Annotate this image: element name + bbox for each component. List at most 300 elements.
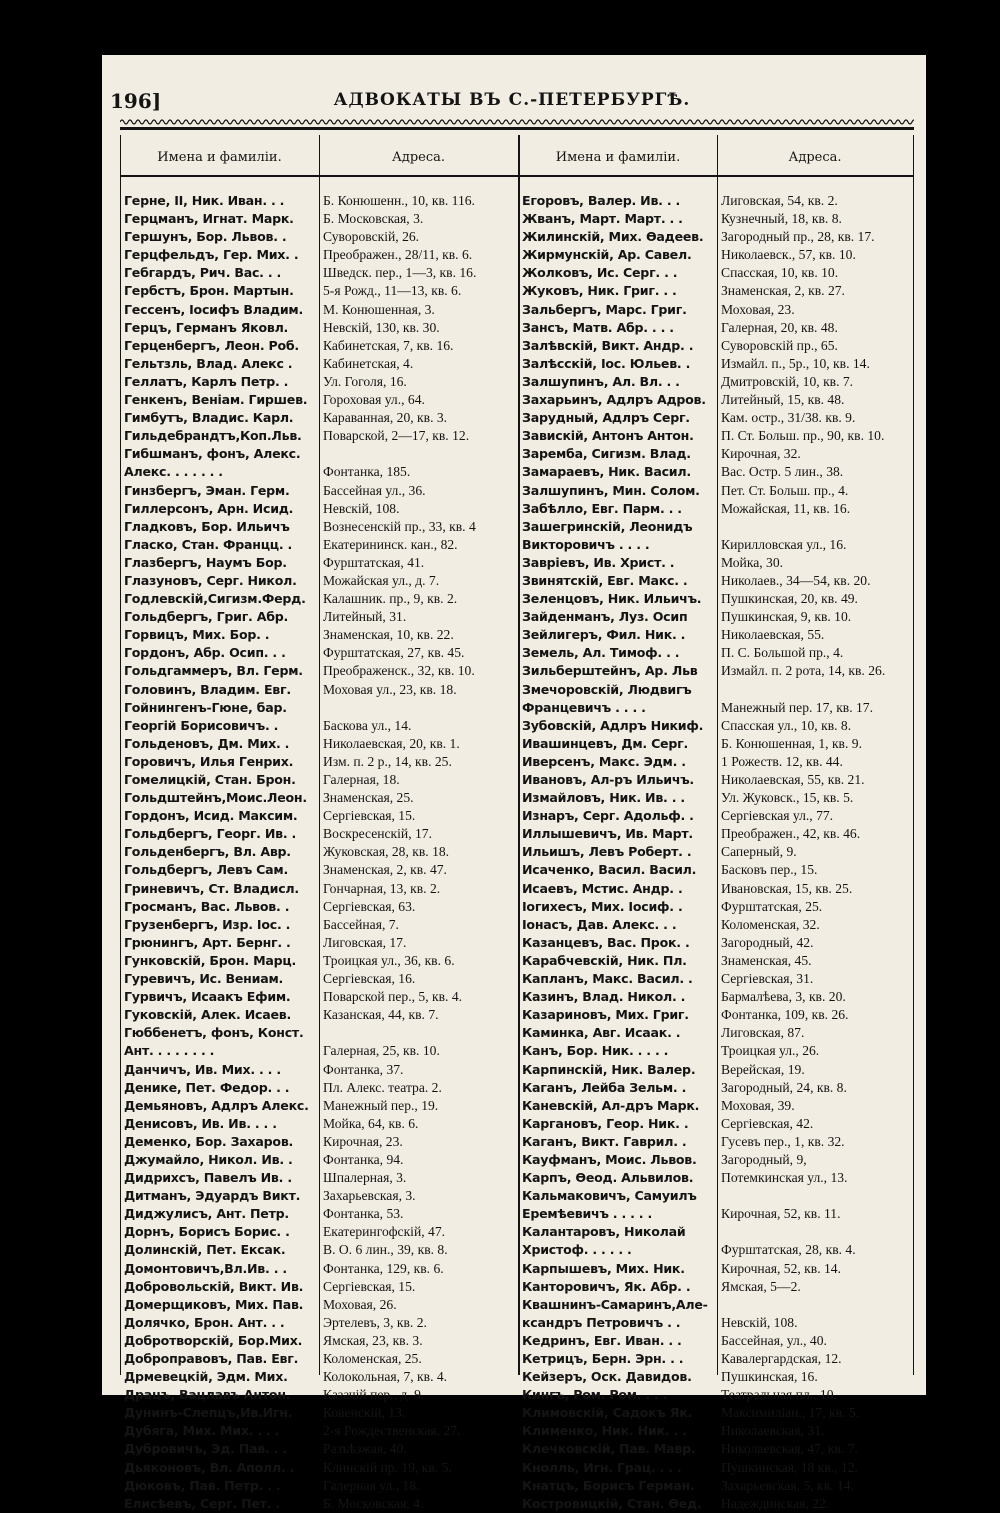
attorney-address: Мойка, 30. bbox=[721, 554, 784, 570]
attorney-address: Моховая, 23. bbox=[721, 301, 795, 317]
attorney-address: Гончарная, 13, кв. 2. bbox=[323, 880, 441, 896]
attorney-name: Казариновъ, Мих. Григ. bbox=[522, 1007, 689, 1023]
attorney-name: Дубяга, Мих. Мих. . . . bbox=[124, 1423, 280, 1439]
attorney-address: Ямская, 5—2. bbox=[721, 1278, 801, 1294]
attorney-address: Сергіевская, 31. bbox=[721, 971, 814, 987]
attorney-address: Колокольная, 7, кв. 4. bbox=[323, 1369, 448, 1385]
attorney-name: Дунинъ-Слепцъ,Ив.Игн. bbox=[124, 1405, 293, 1421]
attorney-address: Б. Московская, 4. bbox=[323, 1495, 424, 1511]
attorney-name: Жирмунскій, Ар. Савел. bbox=[522, 247, 692, 263]
attorney-address: Екатерингофскій, 47. bbox=[323, 1224, 446, 1240]
attorney-name: Еремѣевичъ . . . . . bbox=[522, 1206, 653, 1222]
attorney-address: Фурштатская, 27, кв. 45. bbox=[323, 645, 465, 661]
attorney-name: Егоровъ, Валер. Ив. . . bbox=[522, 193, 681, 208]
attorney-address: Кабинетская, 7, кв. 16. bbox=[323, 337, 454, 353]
attorney-address: Невскій, 108. bbox=[721, 1314, 798, 1330]
attorney-address: Калашник. пр., 9, кв. 2. bbox=[323, 591, 458, 607]
attorney-name: Зейлигеръ, Фил. Ник. . bbox=[522, 627, 686, 643]
attorney-address: Лиговская, 17. bbox=[323, 934, 407, 950]
attorney-name: Головинъ, Владим. Евг. bbox=[124, 681, 291, 697]
right-addresses-column bbox=[721, 192, 912, 1513]
attorney-address: Суворовскій, 26. bbox=[323, 229, 420, 245]
attorney-address: Лиговская, 54, кв. 2. bbox=[721, 193, 838, 208]
column-divider bbox=[717, 135, 718, 1375]
attorney-name: Джумайло, Никол. Ив. . bbox=[124, 1151, 293, 1167]
attorney-address: Воскресенскій, 17. bbox=[323, 826, 432, 842]
attorney-address: Троицкая ул., 36, кв. 6. bbox=[323, 952, 455, 968]
attorney-address: В. О. 6 лин., 39, кв. 8. bbox=[323, 1242, 448, 1258]
attorney-name: Залѣсскій, Іос. Юльев. . bbox=[522, 355, 691, 371]
attorney-name: Канторовичъ, Як. Абр. . bbox=[522, 1278, 691, 1294]
attorney-address: Баскова ул., 14. bbox=[323, 717, 412, 733]
attorney-name: Викторовичъ . . . . bbox=[522, 536, 650, 552]
attorney-address: Шведск. пер., 1—3, кв. 16. bbox=[323, 265, 477, 281]
attorney-address bbox=[323, 699, 517, 717]
attorney-name: Карабчевскій, Ник. Пл. bbox=[522, 952, 687, 968]
attorney-address: Максимиліан., 17, кв. 5. bbox=[721, 1405, 860, 1421]
attorney-address: Пет. Ст. Больш. пр., 4. bbox=[721, 482, 849, 498]
attorney-name: Гольдгаммеръ, Вл. Герм. bbox=[124, 663, 303, 679]
attorney-address: Поварской, 2—17, кв. 12. bbox=[323, 428, 470, 444]
attorney-name: Гербстъ, Брон. Мартын. bbox=[124, 283, 294, 299]
attorney-name: Карпышевъ, Мих. Ник. bbox=[522, 1260, 685, 1276]
attorney-address: Сергіевская, 63. bbox=[323, 898, 416, 914]
page-title: АДВОКАТЫ ВЪ С.-ПЕТЕРБУРГѢ. bbox=[333, 90, 691, 110]
attorney-address: Ковенскій, 13. bbox=[323, 1405, 406, 1421]
attorney-address: Галерная, 25, кв. 10. bbox=[323, 1043, 440, 1059]
attorney-address: Моховая, 39. bbox=[721, 1097, 795, 1113]
attorney-address: Фонтанка, 94. bbox=[323, 1151, 404, 1167]
attorney-address: Спасская ул., 10, кв. 8. bbox=[721, 717, 852, 733]
attorney-address: Фонтанка, 109, кв. 26. bbox=[721, 1007, 849, 1023]
attorney-name: Кетрицъ, Берн. Эрн. . . bbox=[522, 1351, 684, 1366]
attorney-address: 1 Рожеств. 12, кв. 44. bbox=[721, 753, 843, 769]
attorney-name: Домерщиковъ, Мих. Пав. bbox=[124, 1296, 304, 1312]
attorney-name: Гольденовъ, Дм. Мих. . bbox=[124, 735, 290, 751]
attorney-name: Каргановъ, Геор. Ник. . bbox=[522, 1115, 689, 1131]
attorney-address: Разъѣзжая, 40. bbox=[323, 1441, 407, 1457]
attorney-address: Фонтанка, 129, кв. 6. bbox=[323, 1260, 444, 1276]
attorney-address: Басковъ пер., 15. bbox=[721, 862, 818, 878]
attorney-address: Потемкинская ул., 13. bbox=[721, 1170, 848, 1186]
attorney-name: Кнатцъ, Борисъ Герман. bbox=[522, 1477, 695, 1493]
attorney-name: Измайловъ, Ник. Ив. . . bbox=[522, 790, 685, 806]
right-names-column bbox=[522, 192, 716, 1513]
attorney-name: Зильберштейнъ, Ар. Льв bbox=[522, 663, 698, 679]
attorney-address: Театральная пл., 10. bbox=[721, 1387, 837, 1403]
attorney-address: Сергіевская ул., 77. bbox=[721, 808, 834, 824]
attorney-address: Кирочная, 52, кв. 14. bbox=[721, 1260, 841, 1276]
directory-page bbox=[102, 55, 926, 1511]
attorney-address bbox=[721, 1223, 912, 1241]
attorney-name: Гибшманъ, фонъ, Алекс. bbox=[124, 446, 301, 462]
attorney-address bbox=[323, 445, 517, 463]
attorney-name: Денисовъ, Ив. Ив. . . . bbox=[124, 1115, 277, 1131]
attorney-address: Поварской пер., 5, кв. 4. bbox=[323, 989, 463, 1005]
attorney-name: Звинятскій, Евг. Макс. . bbox=[522, 572, 688, 588]
attorney-address: Моховая ул., 23, кв. 18. bbox=[323, 681, 457, 697]
attorney-address: Пл. Алекс. театра. 2. bbox=[323, 1079, 442, 1095]
attorney-name: Дрмевецкій, Эдм. Мих. bbox=[124, 1369, 288, 1385]
attorney-address: Знаменская, 45. bbox=[721, 952, 812, 968]
attorney-name: Иверсенъ, Макс. Эдм. . bbox=[522, 753, 686, 769]
attorney-address: Фонтанка, 37. bbox=[323, 1061, 404, 1077]
attorney-address: Фурштатская, 28, кв. 4. bbox=[721, 1242, 856, 1258]
attorney-address: Надеждинская, 22. bbox=[721, 1495, 830, 1511]
attorney-name: Ант. . . . . . . . bbox=[124, 1043, 215, 1059]
attorney-address: Б. Московская, 3. bbox=[323, 211, 424, 227]
attorney-name: Жилинскій, Мих. Ѳадеев. bbox=[522, 229, 704, 245]
attorney-name: Зарудный, Адлръ Серг. bbox=[522, 410, 690, 426]
attorney-address: Екатерининск. кан., 82. bbox=[323, 536, 458, 552]
attorney-name: Грюнингъ, Арт. Бернг. . bbox=[124, 934, 291, 950]
attorney-name: Диджулисъ, Ант. Петр. bbox=[124, 1206, 289, 1222]
attorney-name: Карпъ, Ѳеод. Альвилов. bbox=[522, 1170, 694, 1186]
attorney-name: Гебгардъ, Рич. Вас. . . bbox=[124, 265, 282, 281]
attorney-name: Ивановъ, Ал-ръ Ильичъ. bbox=[522, 772, 694, 787]
attorney-address: Бассейная, ул., 40. bbox=[721, 1332, 827, 1348]
attorney-name: Клечковскій, Пав. Мавр. bbox=[522, 1441, 696, 1457]
attorney-name: Герценбергъ, Леон. Роб. bbox=[124, 337, 299, 353]
attorney-address: Кавалергардская, 12. bbox=[721, 1351, 842, 1366]
attorney-address: Пушкинская, 20, кв. 49. bbox=[721, 591, 858, 607]
attorney-name: Завріевъ, Ив. Христ. . bbox=[522, 554, 675, 570]
attorney-address bbox=[721, 1187, 912, 1205]
attorney-address: Коломенская, 25. bbox=[323, 1351, 422, 1366]
attorney-address: Караванная, 20, кв. 3. bbox=[323, 410, 448, 426]
attorney-address: Загородный, 42. bbox=[721, 934, 814, 950]
attorney-name: Каневскій, Ал-дръ Марк. bbox=[522, 1097, 700, 1113]
attorney-address: Загородный, 24, кв. 8. bbox=[721, 1079, 847, 1095]
attorney-name: Карпинскій, Ник. Валер. bbox=[522, 1061, 696, 1077]
attorney-name: Клименко, Ник. Ник. . . bbox=[522, 1423, 687, 1439]
attorney-name: Гольденбергъ, Вл. Авр. bbox=[124, 844, 291, 860]
attorney-name: Гомелицкій, Стан. Брон. bbox=[124, 772, 296, 787]
attorney-address: Клинскій пр. 19, кв. 5. bbox=[323, 1459, 452, 1475]
attorney-name: Зальбергъ, Марс. Григ. bbox=[522, 301, 687, 317]
attorney-address: Моховая, 26. bbox=[323, 1296, 397, 1312]
attorney-name: Гольдбергъ, Левъ Сам. bbox=[124, 862, 288, 878]
attorney-name: Завискій, Антонъ Антон. bbox=[522, 428, 694, 444]
attorney-name: Добротворскій, Бор.Мих. bbox=[124, 1332, 303, 1348]
attorney-address: Мойка, 64, кв. 6. bbox=[323, 1115, 419, 1131]
column-divider bbox=[518, 135, 520, 1375]
attorney-address: Преображенск., 32, кв. 10. bbox=[323, 663, 475, 679]
attorney-address: Загородный, 9, bbox=[721, 1151, 807, 1167]
attorney-name: Исаевъ, Мстис. Андр. . bbox=[522, 880, 683, 896]
attorney-name: Денике, Пет. Федор. . . bbox=[124, 1079, 290, 1095]
attorney-address: Измайл. п., 5р., 10, кв. 14. bbox=[721, 355, 870, 371]
attorney-address: Троицкая ул., 26. bbox=[721, 1043, 820, 1059]
attorney-name: Доброправовъ, Пав. Евг. bbox=[124, 1351, 299, 1366]
attorney-name: Гольдштейнъ,Моис.Леон. bbox=[124, 790, 307, 806]
attorney-name: Зансъ, Матв. Абр. . . . bbox=[522, 319, 674, 335]
attorney-address: Преображен., 42, кв. 46. bbox=[721, 826, 861, 842]
attorney-address: Знаменская, 10, кв. 22. bbox=[323, 627, 454, 643]
attorney-name: Гюббенетъ, фонъ, Конст. bbox=[124, 1025, 304, 1041]
attorney-name: Герцъ, Германъ Яковл. bbox=[124, 319, 289, 335]
attorney-name: Гласко, Стан. Францц. . bbox=[124, 536, 293, 552]
attorney-name: Климовскій, Садокъ Як. bbox=[522, 1405, 693, 1421]
attorney-address: Сергіевская, 16. bbox=[323, 971, 416, 987]
attorney-name: Иллышевичъ, Ив. Март. bbox=[522, 826, 693, 842]
attorney-name: Каганъ, Викт. Гаврил. . bbox=[522, 1133, 687, 1149]
attorney-address: Захарьевская, 3. bbox=[323, 1188, 416, 1204]
attorney-address: Вас. Остр. 5 лин., 38. bbox=[721, 464, 844, 480]
attorney-name: Дубровичъ, Эд. Пав. . . bbox=[124, 1441, 287, 1457]
attorney-name: Исаченко, Васил. Васил. bbox=[522, 862, 697, 878]
attorney-address: Пушкинская, 9, кв. 10. bbox=[721, 609, 852, 625]
attorney-name: Домонтовичъ,Вл.Ив. . . bbox=[124, 1260, 287, 1276]
attorney-name: Елисѣевъ, Серг. Пет. . bbox=[124, 1495, 280, 1511]
attorney-address: Казанская, 44, кв. 7. bbox=[323, 1007, 439, 1023]
column-divider bbox=[120, 135, 121, 1375]
attorney-name: Герне, II, Ник. Иван. . . bbox=[124, 193, 285, 208]
attorney-address: Николаевская, 31. bbox=[721, 1423, 825, 1439]
attorney-address: 5-я Рожд., 11—13, кв. 6. bbox=[323, 283, 462, 299]
attorney-name: Гессенъ, Іосифъ Владим. bbox=[124, 301, 303, 317]
attorney-address bbox=[721, 518, 912, 536]
attorney-name: Деменко, Бор. Захаров. bbox=[124, 1133, 294, 1149]
attorney-address: Ямская, 23, кв. 3. bbox=[323, 1332, 423, 1348]
attorney-address: Кирочная, 23. bbox=[323, 1133, 403, 1149]
attorney-address: Бармалѣева, 3, кв. 20. bbox=[721, 989, 846, 1005]
attorney-name: Квашнинъ-Самаринъ,Але- bbox=[522, 1296, 708, 1312]
attorney-name: Христоф. . . . . . bbox=[522, 1242, 632, 1258]
attorney-address: Дмитровскій, 10, кв. 7. bbox=[721, 373, 854, 389]
attorney-name: Георгій Борисовичъ. . bbox=[124, 717, 279, 733]
attorney-address: Спасская, 10, кв. 10. bbox=[721, 265, 839, 281]
attorney-address: Гороховая ул., 64. bbox=[323, 392, 425, 408]
addresses-column-header: Адреса. bbox=[788, 150, 842, 165]
attorney-address: Пушкинская, 18 кв., 12. bbox=[721, 1459, 858, 1475]
attorney-name: Кальмаковичъ, Самуилъ bbox=[522, 1188, 697, 1204]
attorney-name: Костровицкій, Стан. Ѳед. bbox=[522, 1495, 702, 1511]
attorney-name: Гельтзль, Влад. Алекс . bbox=[124, 355, 293, 371]
attorney-name: Залшупинъ, Мин. Солом. bbox=[522, 482, 700, 498]
attorney-address: Фурштатская, 41. bbox=[323, 554, 425, 570]
attorney-address bbox=[323, 1024, 517, 1042]
attorney-address: Николаев., 34—54, кв. 20. bbox=[721, 572, 871, 588]
attorney-address: Николаевская, 55, кв. 21. bbox=[721, 772, 865, 787]
names-column-header: Имена и фамиліи. bbox=[555, 150, 681, 165]
attorney-address: Саперный, 9. bbox=[721, 844, 797, 860]
attorney-name: Дорнъ, Борисъ Борис. . bbox=[124, 1224, 290, 1240]
attorney-address: Литейный, 15, кв. 48. bbox=[721, 392, 845, 408]
attorney-address: Изм. п. 2 р., 14, кв. 25. bbox=[323, 753, 452, 769]
attorney-address: М. Конюшенная, 3. bbox=[323, 301, 435, 317]
attorney-address: Шпалерная, 3. bbox=[323, 1170, 407, 1186]
attorney-name: Глазуновъ, Серг. Никол. bbox=[124, 572, 297, 588]
attorney-name: Кедринъ, Евг. Иван. . . bbox=[522, 1332, 682, 1348]
attorney-address: Верейская, 19. bbox=[721, 1061, 805, 1077]
attorney-address: Захарьевская, 5, кв. 14. bbox=[721, 1477, 854, 1493]
attorney-name: Горовичъ, Илья Генрих. bbox=[124, 753, 294, 769]
attorney-address: Ивановская, 15, кв. 25. bbox=[721, 880, 853, 896]
attorney-name: Кауфманъ, Моис. Львов. bbox=[522, 1151, 697, 1167]
attorney-name: Заремба, Сигизм. Влад. bbox=[522, 446, 691, 462]
attorney-address: Николаевская, 20, кв. 1. bbox=[323, 735, 460, 751]
attorney-name: Дидрихсъ, Павелъ Ив. . bbox=[124, 1170, 292, 1186]
attorney-address: Николаевская, 47, кв. 7. bbox=[721, 1441, 858, 1457]
attorney-name: Замараевъ, Ник. Васил. bbox=[522, 464, 691, 480]
attorney-name: Геллатъ, Карлъ Петр. . bbox=[124, 373, 289, 389]
attorney-address: Сергіевская, 42. bbox=[721, 1115, 814, 1131]
attorney-name: Казанцевъ, Вас. Прок. . bbox=[522, 934, 690, 950]
attorney-address: Можайская ул., д. 7. bbox=[323, 572, 440, 588]
attorney-address: Загородный пр., 28, кв. 17. bbox=[721, 229, 875, 245]
column-divider bbox=[913, 135, 914, 1375]
attorney-address: Сергіевская, 15. bbox=[323, 1278, 416, 1294]
attorney-name: Дюковъ, Пав. Петр. . . bbox=[124, 1477, 281, 1493]
attorney-name: Гордонъ, Исид. Максим. bbox=[124, 808, 298, 824]
attorney-name: Демьяновъ, Адлръ Алекс. bbox=[124, 1097, 309, 1113]
attorney-address: П. Ст. Больш. пр., 90, кв. 10. bbox=[721, 428, 885, 444]
attorney-name: Гордонъ, Абр. Осип. . . bbox=[124, 645, 286, 661]
attorney-name: Грузенбергъ, Изр. Іос. . bbox=[124, 916, 291, 932]
attorney-address: Кузнечный, 18, кв. 8. bbox=[721, 211, 842, 227]
attorney-address: Казачій пер., д. 9. bbox=[323, 1387, 425, 1403]
attorney-name: Долинскій, Пет. Ексак. bbox=[124, 1242, 286, 1258]
left-addresses-column bbox=[323, 192, 517, 1513]
attorney-name: Горвицъ, Мих. Бор. . bbox=[124, 627, 270, 643]
attorney-name: Жолковъ, Ис. Серг. . . bbox=[522, 265, 678, 281]
attorney-address: Николаевская, 55. bbox=[721, 627, 825, 643]
attorney-name: Гуревичъ, Ис. Вениам. bbox=[124, 971, 284, 987]
attorney-name: Гильдебрандтъ,Коп.Льв. bbox=[124, 428, 302, 444]
attorney-name: Ивашинцевъ, Дм. Серг. bbox=[522, 735, 688, 751]
attorney-address: Знаменская, 2, кв. 27. bbox=[721, 283, 845, 299]
attorney-name: Гимбутъ, Владис. Карл. bbox=[124, 410, 294, 426]
attorney-address: Знаменская, 2, кв. 47. bbox=[323, 862, 447, 878]
attorney-address: Ул. Гоголя, 16. bbox=[323, 373, 407, 389]
names-column-header: Имена и фамиліи. bbox=[157, 150, 282, 165]
attorney-name: Гриневичъ, Ст. Владисл. bbox=[124, 880, 299, 896]
attorney-address: Измайл. п. 2 рота, 14, кв. 26. bbox=[721, 663, 886, 679]
attorney-address: Бассейная ул., 36. bbox=[323, 482, 426, 498]
attorney-name: ксандръ Петровичъ . . bbox=[522, 1314, 681, 1330]
attorney-name: Забѣлло, Евг. Парм. . . bbox=[522, 500, 682, 516]
attorney-name: Годлевскій,Сигизм.Ферд. bbox=[124, 591, 306, 607]
attorney-address: Жуковская, 28, кв. 18. bbox=[323, 844, 450, 860]
attorney-name: Земель, Ал. Тимоф. . . bbox=[522, 645, 680, 661]
attorney-name: Дьяконовъ, Вл. Аполл. . bbox=[124, 1459, 295, 1475]
attorney-address: Галерная ул., 18. bbox=[323, 1477, 420, 1493]
attorney-name: Ильишъ, Левъ Роберт. . bbox=[522, 844, 692, 860]
page-number: 196] bbox=[110, 89, 162, 113]
attorney-address: Бассейная, 7. bbox=[323, 916, 399, 932]
attorney-address: Знаменская, 25. bbox=[323, 790, 414, 806]
attorney-name: Гладковъ, Бор. Ильичъ bbox=[124, 518, 290, 534]
attorney-address: Преображен., 28/11, кв. 6. bbox=[323, 247, 473, 263]
attorney-name: Гунковскій, Брон. Марц. bbox=[124, 952, 296, 968]
attorney-address: 2-я Рождественская, 27. bbox=[323, 1423, 461, 1439]
attorney-name: Капланъ, Макс. Васил. . bbox=[522, 971, 693, 987]
attorney-address: Невскій, 130, кв. 30. bbox=[323, 319, 440, 335]
attorney-name: Казинъ, Влад. Никол. . bbox=[522, 989, 686, 1005]
attorney-name: Драцъ, Вацлавъ Антон. bbox=[124, 1387, 291, 1403]
attorney-name: Глазбергъ, Наумъ Бор. bbox=[124, 554, 287, 570]
page-header bbox=[110, 85, 914, 115]
header-rule bbox=[120, 127, 914, 130]
attorney-name: Кнолль, Игн. Грац. . . . bbox=[522, 1459, 682, 1475]
attorney-address: Б. Конюшенн., 10, кв. 116. bbox=[323, 193, 475, 208]
wavy-ornament-rule bbox=[120, 117, 914, 127]
left-names-column bbox=[124, 192, 317, 1513]
attorney-name: Гольдбергъ, Георг. Ив. . bbox=[124, 826, 297, 842]
attorney-name: Зубовскій, Адлръ Никиф. bbox=[522, 717, 704, 733]
attorney-address: Кирочная, 32. bbox=[721, 446, 801, 462]
attorney-name: Змечоровскій, Людвигъ bbox=[522, 681, 692, 697]
attorney-name: Гольдбергъ, Григ. Абр. bbox=[124, 609, 289, 625]
attorney-address: Кирочная, 52, кв. 11. bbox=[721, 1206, 841, 1222]
attorney-address: Вознесенскій пр., 33, кв. 4 bbox=[323, 518, 476, 534]
attorney-name: Добровольскій, Викт. Ив. bbox=[124, 1278, 304, 1294]
attorney-name: Францевичъ . . . . bbox=[522, 699, 646, 715]
attorney-name: Калантаровъ, Николай bbox=[522, 1224, 686, 1240]
attorney-name: Гуковскій, Алек. Исаев. bbox=[124, 1007, 292, 1023]
attorney-address: Б. Конюшенная, 1, кв. 9. bbox=[721, 735, 862, 751]
attorney-name: Гинзбергъ, Эман. Герм. bbox=[124, 482, 290, 498]
attorney-name: Гросманъ, Вас. Львов. . bbox=[124, 898, 290, 914]
attorney-address: Манежный пер., 19. bbox=[323, 1097, 439, 1113]
attorney-name: Зайденманъ, Луз. Осип bbox=[522, 609, 688, 625]
attorney-address: Галерная, 20, кв. 48. bbox=[721, 319, 838, 335]
attorney-name: Захарьинъ, Адлръ Адров. bbox=[522, 392, 706, 408]
attorney-name: Кейзеръ, Оск. Давидов. bbox=[522, 1369, 692, 1385]
attorney-name: Герцфельдъ, Гер. Мих. . bbox=[124, 247, 299, 263]
attorney-name: Зеленцовъ, Ник. Ильичъ. bbox=[522, 591, 702, 607]
addresses-column-header: Адреса. bbox=[391, 150, 446, 165]
attorney-address: Коломенская, 32. bbox=[721, 916, 820, 932]
attorney-name: Гершунъ, Бор. Львов. . bbox=[124, 229, 287, 245]
attorney-name: Долячко, Брон. Ант. . . bbox=[124, 1314, 285, 1330]
attorney-name: Данчичъ, Ив. Мих. . . . bbox=[124, 1061, 281, 1077]
attorney-address: Литейный, 31. bbox=[323, 609, 407, 625]
attorney-name: Кингъ, Ром. Ром. . . . bbox=[522, 1387, 668, 1403]
attorney-name: Генкенъ, Веніам. Гиршев. bbox=[124, 392, 308, 408]
attorney-name: Канъ, Бор. Ник. . . . . bbox=[522, 1043, 669, 1059]
attorney-address: Суворовскій пр., 65. bbox=[721, 337, 838, 353]
attorney-name: Залѣвскій, Викт. Андр. . bbox=[522, 337, 694, 353]
attorney-address: Николаевск., 57, кв. 10. bbox=[721, 247, 856, 263]
attorney-name: Дитманъ, Эдуардъ Викт. bbox=[124, 1188, 301, 1204]
attorney-address: Кабинетская, 4. bbox=[323, 355, 414, 371]
attorney-address bbox=[721, 1296, 912, 1314]
attorney-name: Жуковъ, Ник. Григ. . . bbox=[522, 283, 677, 299]
attorney-name: Залшупинъ, Ал. Вл. . . bbox=[522, 373, 680, 389]
attorney-address: Пушкинская, 16. bbox=[721, 1369, 818, 1385]
attorney-address: Гусевъ пер., 1, кв. 32. bbox=[721, 1133, 845, 1149]
attorney-address: Манежный пер. 17, кв. 17. bbox=[721, 699, 874, 715]
attorney-address: Фурштатская, 25. bbox=[721, 898, 823, 914]
attorney-address: Фонтанка, 53. bbox=[323, 1206, 404, 1222]
attorney-name: Алекс. . . . . . . bbox=[124, 464, 223, 480]
attorney-name: Іонасъ, Дав. Алекс. . . bbox=[522, 916, 677, 932]
attorney-address: Галерная, 18. bbox=[323, 772, 400, 787]
attorney-name: Іогихесъ, Мих. Іосиф. . bbox=[522, 898, 683, 914]
column-divider bbox=[319, 135, 320, 1375]
attorney-address: Кирилловская ул., 16. bbox=[721, 536, 847, 552]
attorney-address: Невскій, 108. bbox=[323, 500, 400, 516]
attorney-name: Гурвичъ, Исаакъ Ефим. bbox=[124, 989, 291, 1005]
attorney-address: Сергіевская, 15. bbox=[323, 808, 416, 824]
attorney-address: Можайская, 11, кв. 16. bbox=[721, 500, 851, 516]
attorney-name: Зашегринскій, Леонидъ bbox=[522, 518, 693, 534]
attorney-address: П. С. Большой пр., 4. bbox=[721, 645, 844, 661]
attorney-address: Фонтанка, 185. bbox=[323, 464, 411, 480]
attorney-name: Герцманъ, Игнат. Марк. bbox=[124, 211, 294, 227]
